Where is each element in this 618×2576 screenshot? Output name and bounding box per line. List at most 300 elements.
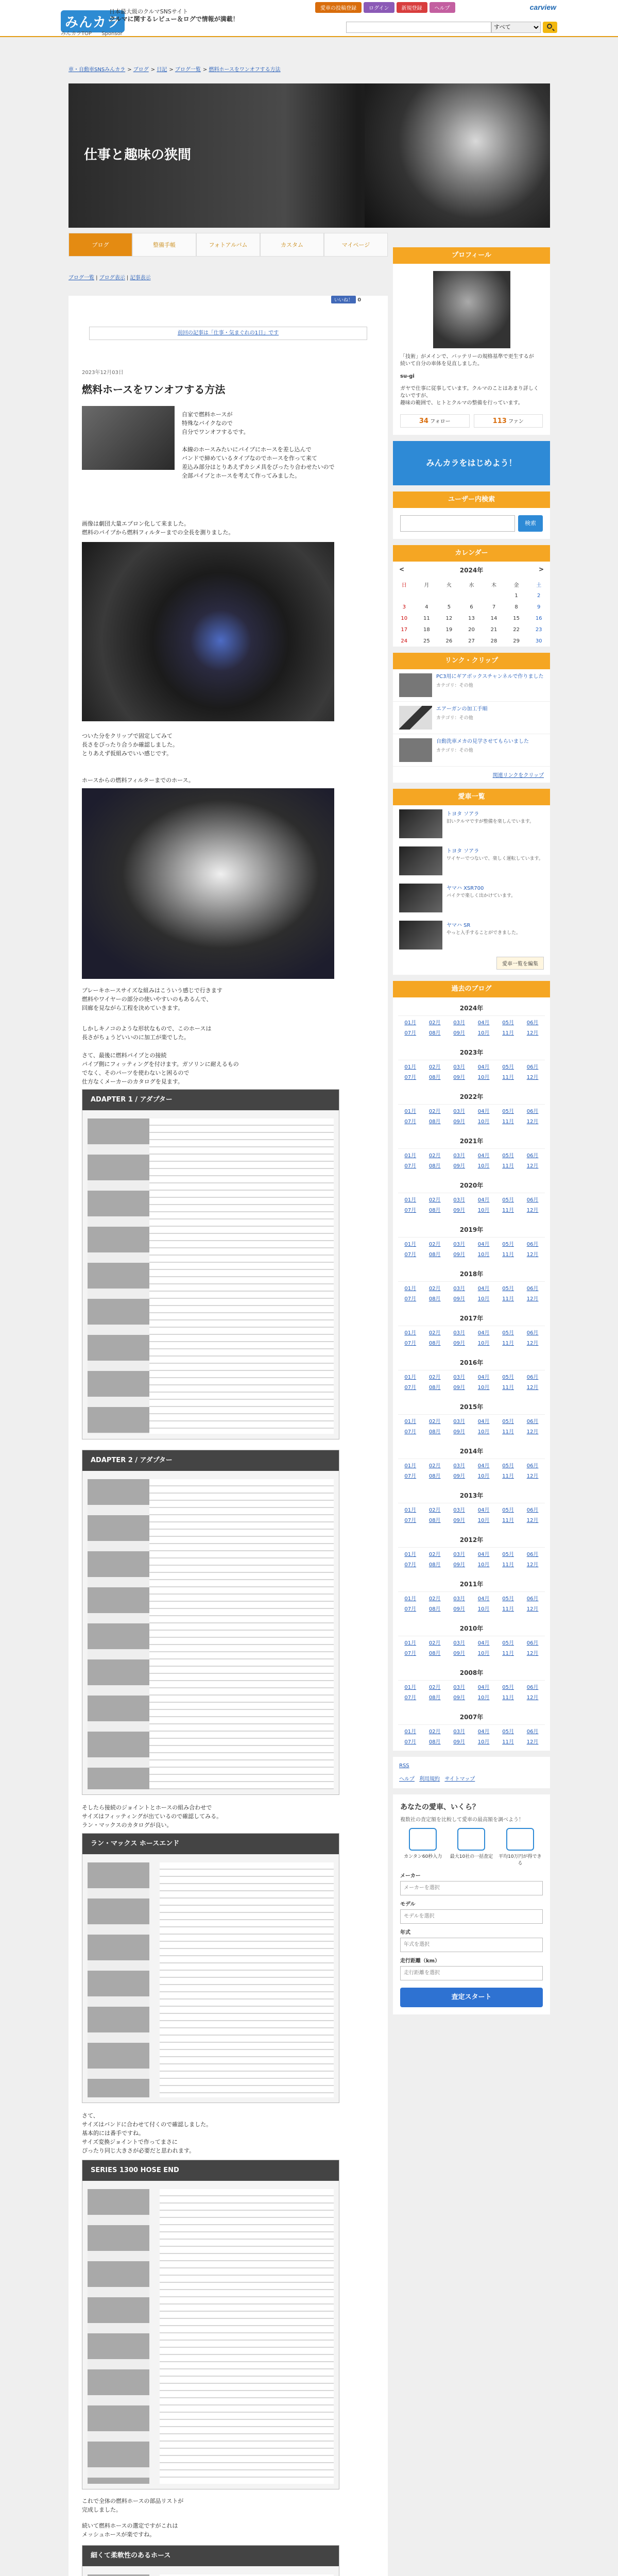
- archive-month-link[interactable]: 03月: [453, 1552, 466, 1557]
- archive-month-link[interactable]: 12月: [526, 1739, 539, 1745]
- archive-month-link[interactable]: 09月: [453, 1473, 466, 1479]
- archive-month-link[interactable]: 12月: [526, 1341, 539, 1346]
- calendar-day[interactable]: 13: [468, 615, 475, 621]
- car-thumbnail[interactable]: [399, 809, 442, 838]
- user-search-button[interactable]: 検索: [518, 515, 543, 532]
- photo-fuel-hose-1[interactable]: [82, 406, 175, 470]
- archive-month-link[interactable]: 01月: [404, 1640, 417, 1646]
- archive-month-link[interactable]: 11月: [502, 1030, 514, 1036]
- archive-month-link[interactable]: 03月: [453, 1419, 466, 1425]
- clip-title[interactable]: 自動洗車メカの見学させてもらいました: [436, 739, 529, 744]
- archive-month-link[interactable]: 07月: [404, 1606, 417, 1612]
- archive-month-link[interactable]: 04月: [477, 1375, 490, 1380]
- archive-month-link[interactable]: 10月: [477, 1695, 490, 1701]
- archive-month-link[interactable]: 05月: [502, 1640, 514, 1646]
- archive-month-link[interactable]: 04月: [477, 1685, 490, 1690]
- breadcrumb-item[interactable]: 車・自動車SNSみんカラ: [68, 67, 126, 73]
- archive-month-link[interactable]: 02月: [428, 1020, 441, 1026]
- archive-month-link[interactable]: 12月: [526, 1385, 539, 1391]
- archive-month-link[interactable]: 04月: [477, 1153, 490, 1159]
- calendar-day[interactable]: 22: [513, 626, 520, 633]
- catalog-page-series-1300[interactable]: [82, 2160, 339, 2489]
- archive-month-link[interactable]: 05月: [502, 1197, 514, 1203]
- archive-month-link[interactable]: 04月: [477, 1242, 490, 1247]
- archive-month-link[interactable]: 09月: [453, 1341, 466, 1346]
- archive-month-link[interactable]: 06月: [526, 1729, 539, 1735]
- calendar-day[interactable]: 5: [447, 604, 451, 610]
- archive-month-link[interactable]: 11月: [502, 1518, 514, 1523]
- archive-month-link[interactable]: 12月: [526, 1606, 539, 1612]
- archive-month-link[interactable]: 04月: [477, 1507, 490, 1513]
- calendar-prev-button[interactable]: <: [399, 566, 405, 573]
- calendar-day[interactable]: 4: [425, 604, 428, 610]
- archive-month-link[interactable]: 08月: [428, 1252, 441, 1258]
- calendar-day[interactable]: 8: [514, 604, 518, 610]
- archive-month-link[interactable]: 05月: [502, 1109, 514, 1114]
- archive-month-link[interactable]: 11月: [502, 1163, 514, 1169]
- archive-month-link[interactable]: 03月: [453, 1020, 466, 1026]
- archive-month-link[interactable]: 04月: [477, 1463, 490, 1469]
- archive-month-link[interactable]: 01月: [404, 1419, 417, 1425]
- archive-month-link[interactable]: 01月: [404, 1685, 417, 1690]
- catalog-page-adapter-2[interactable]: [82, 1450, 339, 1795]
- archive-month-link[interactable]: 01月: [404, 1552, 417, 1557]
- archive-month-link[interactable]: 06月: [526, 1153, 539, 1159]
- archive-month-link[interactable]: 10月: [477, 1651, 490, 1656]
- archive-month-link[interactable]: 08月: [428, 1341, 441, 1346]
- archive-month-link[interactable]: 06月: [526, 1463, 539, 1469]
- archive-month-link[interactable]: 01月: [404, 1064, 417, 1070]
- archive-month-link[interactable]: 04月: [477, 1640, 490, 1646]
- archive-month-link[interactable]: 08月: [428, 1030, 441, 1036]
- clip-item[interactable]: [393, 669, 550, 702]
- archive-month-link[interactable]: 08月: [428, 1518, 441, 1523]
- archive-month-link[interactable]: 03月: [453, 1685, 466, 1690]
- archive-month-link[interactable]: 01月: [404, 1463, 417, 1469]
- calendar-day[interactable]: 15: [513, 615, 520, 621]
- calendar-day[interactable]: 11: [423, 615, 430, 621]
- archive-month-link[interactable]: 05月: [502, 1020, 514, 1026]
- archive-month-link[interactable]: 12月: [526, 1208, 539, 1213]
- car-title[interactable]: トヨタ ソアラ: [447, 811, 479, 817]
- archive-month-link[interactable]: 04月: [477, 1419, 490, 1425]
- archive-month-link[interactable]: 12月: [526, 1163, 539, 1169]
- archive-month-link[interactable]: 01月: [404, 1729, 417, 1735]
- register-car-button[interactable]: 愛車の投稿登録: [315, 2, 362, 13]
- archive-month-link[interactable]: 05月: [502, 1729, 514, 1735]
- archive-month-link[interactable]: 09月: [453, 1429, 466, 1435]
- photo-fuel-filter[interactable]: [82, 788, 334, 979]
- archive-month-link[interactable]: 02月: [428, 1419, 441, 1425]
- archive-month-link[interactable]: 03月: [453, 1197, 466, 1203]
- calendar-day[interactable]: 7: [492, 604, 496, 610]
- archive-month-link[interactable]: 09月: [453, 1208, 466, 1213]
- archive-month-link[interactable]: 05月: [502, 1463, 514, 1469]
- archive-month-link[interactable]: 03月: [453, 1242, 466, 1247]
- archive-month-link[interactable]: 05月: [502, 1596, 514, 1602]
- archive-month-link[interactable]: 12月: [526, 1562, 539, 1568]
- archive-month-link[interactable]: 02月: [428, 1507, 441, 1513]
- footer-link-sitemap[interactable]: サイトマップ: [444, 1776, 475, 1782]
- edit-cars-button[interactable]: 愛車一覧を編集: [496, 957, 544, 970]
- car-item[interactable]: [393, 879, 550, 917]
- archive-month-link[interactable]: 09月: [453, 1606, 466, 1612]
- archive-month-link[interactable]: 02月: [428, 1463, 441, 1469]
- clip-thumbnail[interactable]: [399, 706, 432, 730]
- archive-month-link[interactable]: 06月: [526, 1197, 539, 1203]
- archive-month-link[interactable]: 09月: [453, 1252, 466, 1258]
- archive-month-link[interactable]: 01月: [404, 1242, 417, 1247]
- archive-month-link[interactable]: 01月: [404, 1153, 417, 1159]
- archive-month-link[interactable]: 06月: [526, 1552, 539, 1557]
- carview-logo[interactable]: carview: [529, 3, 556, 11]
- archive-month-link[interactable]: 06月: [526, 1286, 539, 1292]
- archive-month-link[interactable]: 07月: [404, 1119, 417, 1125]
- archive-month-link[interactable]: 10月: [477, 1562, 490, 1568]
- archive-month-link[interactable]: 10月: [477, 1429, 490, 1435]
- archive-month-link[interactable]: 05月: [502, 1286, 514, 1292]
- archive-month-link[interactable]: 09月: [453, 1518, 466, 1523]
- archive-month-link[interactable]: 06月: [526, 1507, 539, 1513]
- photo-fuel-line-routing[interactable]: [82, 542, 334, 721]
- archive-month-link[interactable]: 11月: [502, 1341, 514, 1346]
- minkara-start-banner[interactable]: みんカラをはじめよう！: [393, 441, 550, 485]
- calendar-day[interactable]: 27: [468, 638, 475, 644]
- archive-month-link[interactable]: 10月: [477, 1119, 490, 1125]
- calendar-day[interactable]: 21: [490, 626, 497, 633]
- archive-month-link[interactable]: 07月: [404, 1296, 417, 1302]
- archive-month-link[interactable]: 11月: [502, 1562, 514, 1568]
- fan-count[interactable]: [474, 414, 543, 428]
- calendar-day[interactable]: 1: [514, 592, 518, 599]
- archive-month-link[interactable]: 01月: [404, 1020, 417, 1026]
- calendar-day[interactable]: 29: [513, 638, 520, 644]
- archive-month-link[interactable]: 07月: [404, 1651, 417, 1656]
- catalog-page-hose-end[interactable]: [82, 1833, 339, 2103]
- archive-month-link[interactable]: 06月: [526, 1109, 539, 1114]
- archive-month-link[interactable]: 03月: [453, 1640, 466, 1646]
- calendar-next-button[interactable]: >: [538, 566, 544, 573]
- calendar-day[interactable]: 26: [445, 638, 453, 644]
- calendar-day[interactable]: 17: [401, 626, 408, 633]
- archive-month-link[interactable]: 11月: [502, 1119, 514, 1125]
- archive-month-link[interactable]: 08月: [428, 1739, 441, 1745]
- car-thumbnail[interactable]: [399, 846, 442, 875]
- archive-month-link[interactable]: 11月: [502, 1385, 514, 1391]
- archive-month-link[interactable]: 01月: [404, 1197, 417, 1203]
- archive-month-link[interactable]: 12月: [526, 1518, 539, 1523]
- breadcrumb-item[interactable]: ブログ一覧: [175, 67, 201, 73]
- archive-month-link[interactable]: 12月: [526, 1030, 539, 1036]
- archive-month-link[interactable]: 03月: [453, 1596, 466, 1602]
- catalog-page-adapter-1[interactable]: [82, 1089, 339, 1439]
- archive-month-link[interactable]: 12月: [526, 1473, 539, 1479]
- archive-month-link[interactable]: 02月: [428, 1153, 441, 1159]
- archive-month-link[interactable]: 09月: [453, 1739, 466, 1745]
- car-title[interactable]: トヨタ ソアラ: [447, 849, 479, 854]
- archive-month-link[interactable]: 01月: [404, 1286, 417, 1292]
- clip-thumbnail[interactable]: [399, 738, 432, 762]
- archive-month-link[interactable]: 07月: [404, 1429, 417, 1435]
- archive-month-link[interactable]: 05月: [502, 1507, 514, 1513]
- subnav-top[interactable]: みんカラTOP: [61, 31, 92, 37]
- archive-month-link[interactable]: 04月: [477, 1109, 490, 1114]
- calendar-day[interactable]: 25: [423, 638, 430, 644]
- car-item[interactable]: [393, 842, 550, 879]
- archive-month-link[interactable]: 08月: [428, 1651, 441, 1656]
- archive-month-link[interactable]: 05月: [502, 1375, 514, 1380]
- archive-month-link[interactable]: 11月: [502, 1739, 514, 1745]
- calendar-day[interactable]: 9: [537, 604, 541, 610]
- appraisal-start-button[interactable]: 査定スタート: [400, 1988, 543, 2007]
- archive-month-link[interactable]: 06月: [526, 1064, 539, 1070]
- blog-title[interactable]: 仕事と趣味の狭間: [84, 147, 192, 163]
- archive-month-link[interactable]: 05月: [502, 1064, 514, 1070]
- archive-month-link[interactable]: 04月: [477, 1064, 490, 1070]
- archive-month-link[interactable]: 06月: [526, 1685, 539, 1690]
- archive-month-link[interactable]: 05月: [502, 1153, 514, 1159]
- archive-month-link[interactable]: 09月: [453, 1296, 466, 1302]
- archive-month-link[interactable]: 05月: [502, 1242, 514, 1247]
- archive-month-link[interactable]: 07月: [404, 1562, 417, 1568]
- archive-month-link[interactable]: 02月: [428, 1375, 441, 1380]
- clip-item[interactable]: [393, 734, 550, 767]
- archive-month-link[interactable]: 10月: [477, 1296, 490, 1302]
- archive-month-link[interactable]: 08月: [428, 1075, 441, 1080]
- subnav-sponsor[interactable]: Sponsor: [101, 31, 123, 37]
- archive-month-link[interactable]: 02月: [428, 1596, 441, 1602]
- archive-month-link[interactable]: 09月: [453, 1119, 466, 1125]
- archive-month-link[interactable]: 10月: [477, 1473, 490, 1479]
- calendar-day[interactable]: 19: [445, 626, 453, 633]
- archive-month-link[interactable]: 07月: [404, 1341, 417, 1346]
- archive-month-link[interactable]: 08月: [428, 1208, 441, 1213]
- archive-month-link[interactable]: 02月: [428, 1330, 441, 1336]
- archive-month-link[interactable]: 07月: [404, 1473, 417, 1479]
- clip-item[interactable]: [393, 702, 550, 734]
- breadcrumb-item[interactable]: ブログ: [133, 67, 149, 73]
- archive-month-link[interactable]: 06月: [526, 1375, 539, 1380]
- archive-month-link[interactable]: 12月: [526, 1075, 539, 1080]
- archive-month-link[interactable]: 07月: [404, 1252, 417, 1258]
- archive-month-link[interactable]: 02月: [428, 1197, 441, 1203]
- archive-month-link[interactable]: 09月: [453, 1385, 466, 1391]
- archive-month-link[interactable]: 10月: [477, 1518, 490, 1523]
- archive-month-link[interactable]: 04月: [477, 1330, 490, 1336]
- archive-month-link[interactable]: 02月: [428, 1729, 441, 1735]
- car-thumbnail[interactable]: [399, 921, 442, 950]
- archive-month-link[interactable]: 04月: [477, 1286, 490, 1292]
- archive-month-link[interactable]: 02月: [428, 1640, 441, 1646]
- archive-month-link[interactable]: 10月: [477, 1163, 490, 1169]
- archive-month-link[interactable]: 04月: [477, 1596, 490, 1602]
- mileage-select[interactable]: 走行距離を選択: [400, 1966, 543, 1980]
- archive-month-link[interactable]: 04月: [477, 1020, 490, 1026]
- calendar-day[interactable]: 16: [535, 615, 542, 621]
- archive-month-link[interactable]: 11月: [502, 1473, 514, 1479]
- catalog-page-flex-hose[interactable]: [82, 2545, 339, 2576]
- archive-month-link[interactable]: 03月: [453, 1463, 466, 1469]
- archive-month-link[interactable]: 08月: [428, 1296, 441, 1302]
- archive-month-link[interactable]: 11月: [502, 1075, 514, 1080]
- search-button[interactable]: [543, 22, 557, 33]
- follow-count[interactable]: [400, 414, 470, 428]
- archive-month-link[interactable]: 01月: [404, 1109, 417, 1114]
- archive-month-link[interactable]: 05月: [502, 1552, 514, 1557]
- minkara-logo[interactable]: みんカラ: [61, 10, 125, 32]
- archive-month-link[interactable]: 11月: [502, 1429, 514, 1435]
- archive-month-link[interactable]: 11月: [502, 1296, 514, 1302]
- car-item[interactable]: [393, 917, 550, 954]
- model-select[interactable]: モデルを選択: [400, 1909, 543, 1924]
- help-button[interactable]: ヘルプ: [430, 2, 455, 13]
- car-title[interactable]: ヤマハ XSR700: [447, 886, 484, 891]
- archive-month-link[interactable]: 03月: [453, 1375, 466, 1380]
- archive-month-link[interactable]: 09月: [453, 1075, 466, 1080]
- user-name[interactable]: su-gi: [400, 374, 415, 379]
- archive-month-link[interactable]: 11月: [502, 1651, 514, 1656]
- maker-select[interactable]: メーカーを選択: [400, 1881, 543, 1895]
- archive-month-link[interactable]: 05月: [502, 1419, 514, 1425]
- archive-month-link[interactable]: 12月: [526, 1119, 539, 1125]
- car-title[interactable]: ヤマハ SR: [447, 923, 471, 928]
- sublink-article[interactable]: 記事表示: [130, 275, 151, 281]
- archive-month-link[interactable]: 10月: [477, 1030, 490, 1036]
- calendar-day[interactable]: 12: [445, 615, 453, 621]
- archive-month-link[interactable]: 07月: [404, 1208, 417, 1213]
- archive-month-link[interactable]: 06月: [526, 1419, 539, 1425]
- calendar-day[interactable]: 20: [468, 626, 475, 633]
- calendar-day[interactable]: 14: [490, 615, 497, 621]
- archive-month-link[interactable]: 10月: [477, 1385, 490, 1391]
- archive-month-link[interactable]: 03月: [453, 1729, 466, 1735]
- archive-month-link[interactable]: 03月: [453, 1330, 466, 1336]
- archive-month-link[interactable]: 12月: [526, 1429, 539, 1435]
- rss-link[interactable]: RSS: [399, 1763, 409, 1769]
- calendar-day[interactable]: 24: [401, 638, 408, 644]
- calendar-day[interactable]: 23: [535, 626, 542, 633]
- archive-month-link[interactable]: 07月: [404, 1518, 417, 1523]
- search-input[interactable]: [346, 22, 491, 33]
- calendar-day[interactable]: 2: [537, 592, 541, 599]
- archive-month-link[interactable]: 07月: [404, 1739, 417, 1745]
- archive-month-link[interactable]: 02月: [428, 1286, 441, 1292]
- breadcrumb-item[interactable]: 燃料ホースをワンオフする方法: [209, 67, 281, 73]
- archive-month-link[interactable]: 12月: [526, 1296, 539, 1302]
- archive-month-link[interactable]: 09月: [453, 1562, 466, 1568]
- breadcrumb-item[interactable]: 日記: [157, 67, 167, 73]
- calendar-day[interactable]: 6: [470, 604, 473, 610]
- archive-month-link[interactable]: 08月: [428, 1163, 441, 1169]
- clip-title[interactable]: PC3用にギアボックスチャンネルで作りました: [436, 674, 544, 680]
- archive-month-link[interactable]: 07月: [404, 1030, 417, 1036]
- archive-month-link[interactable]: 11月: [502, 1252, 514, 1258]
- archive-month-link[interactable]: 01月: [404, 1330, 417, 1336]
- prev-article-link[interactable]: 前回の記事は「仕事・気まぐれの1日」です: [89, 327, 367, 340]
- clip-more-link[interactable]: 関連リンクをクリップ: [492, 773, 544, 778]
- footer-link-terms[interactable]: 利用規約: [419, 1776, 440, 1782]
- archive-month-link[interactable]: 05月: [502, 1330, 514, 1336]
- archive-month-link[interactable]: 02月: [428, 1242, 441, 1247]
- search-scope-select[interactable]: [491, 22, 541, 33]
- archive-month-link[interactable]: 04月: [477, 1729, 490, 1735]
- login-button[interactable]: ログイン: [364, 2, 394, 13]
- tab-mypage[interactable]: マイページ: [324, 233, 388, 257]
- facebook-like-button[interactable]: いいね！: [331, 296, 356, 303]
- archive-month-link[interactable]: 10月: [477, 1252, 490, 1258]
- archive-month-link[interactable]: 11月: [502, 1695, 514, 1701]
- archive-month-link[interactable]: 12月: [526, 1252, 539, 1258]
- archive-month-link[interactable]: 01月: [404, 1375, 417, 1380]
- archive-month-link[interactable]: 06月: [526, 1596, 539, 1602]
- archive-month-link[interactable]: 01月: [404, 1596, 417, 1602]
- sublink-blog[interactable]: ブログ表示: [99, 275, 125, 281]
- archive-month-link[interactable]: 07月: [404, 1695, 417, 1701]
- archive-month-link[interactable]: 09月: [453, 1651, 466, 1656]
- signup-button[interactable]: 新規登録: [397, 2, 427, 13]
- archive-month-link[interactable]: 06月: [526, 1330, 539, 1336]
- archive-month-link[interactable]: 10月: [477, 1739, 490, 1745]
- archive-month-link[interactable]: 03月: [453, 1286, 466, 1292]
- archive-month-link[interactable]: 09月: [453, 1163, 466, 1169]
- user-search-input[interactable]: [400, 515, 515, 532]
- archive-month-link[interactable]: 08月: [428, 1473, 441, 1479]
- calendar-day[interactable]: 28: [490, 638, 497, 644]
- archive-month-link[interactable]: 12月: [526, 1695, 539, 1701]
- archive-month-link[interactable]: 08月: [428, 1695, 441, 1701]
- calendar-day[interactable]: 10: [401, 615, 408, 621]
- tab-photo-album[interactable]: フォトアルバム: [196, 233, 260, 257]
- archive-month-link[interactable]: 10月: [477, 1208, 490, 1213]
- clip-thumbnail[interactable]: [399, 673, 432, 697]
- tab-custom[interactable]: カスタム: [260, 233, 324, 257]
- archive-month-link[interactable]: 07月: [404, 1075, 417, 1080]
- archive-month-link[interactable]: 02月: [428, 1552, 441, 1557]
- car-thumbnail[interactable]: [399, 884, 442, 912]
- clip-title[interactable]: エアーガンの加工手順: [436, 706, 488, 712]
- car-item[interactable]: [393, 805, 550, 842]
- archive-month-link[interactable]: 11月: [502, 1606, 514, 1612]
- archive-month-link[interactable]: 04月: [477, 1552, 490, 1557]
- footer-link-help[interactable]: ヘルプ: [399, 1776, 415, 1782]
- archive-month-link[interactable]: 07月: [404, 1163, 417, 1169]
- archive-month-link[interactable]: 07月: [404, 1385, 417, 1391]
- calendar-day[interactable]: 3: [402, 604, 406, 610]
- calendar-day[interactable]: 18: [423, 626, 430, 633]
- archive-month-link[interactable]: 09月: [453, 1695, 466, 1701]
- archive-month-link[interactable]: 08月: [428, 1429, 441, 1435]
- profile-avatar[interactable]: [433, 271, 510, 348]
- archive-month-link[interactable]: 10月: [477, 1606, 490, 1612]
- archive-month-link[interactable]: 06月: [526, 1242, 539, 1247]
- archive-month-link[interactable]: 02月: [428, 1685, 441, 1690]
- archive-month-link[interactable]: 02月: [428, 1064, 441, 1070]
- archive-month-link[interactable]: 10月: [477, 1341, 490, 1346]
- archive-month-link[interactable]: 08月: [428, 1606, 441, 1612]
- tab-maintenance[interactable]: 整備手帳: [132, 233, 196, 257]
- archive-month-link[interactable]: 08月: [428, 1119, 441, 1125]
- tab-blog[interactable]: ブログ: [68, 233, 132, 257]
- archive-month-link[interactable]: 10月: [477, 1075, 490, 1080]
- archive-month-link[interactable]: 02月: [428, 1109, 441, 1114]
- archive-month-link[interactable]: 01月: [404, 1507, 417, 1513]
- archive-month-link[interactable]: 08月: [428, 1385, 441, 1391]
- archive-month-link[interactable]: 12月: [526, 1651, 539, 1656]
- archive-month-link[interactable]: 06月: [526, 1020, 539, 1026]
- archive-month-link[interactable]: 06月: [526, 1640, 539, 1646]
- year-select[interactable]: 年式を選択: [400, 1938, 543, 1952]
- archive-month-link[interactable]: 03月: [453, 1507, 466, 1513]
